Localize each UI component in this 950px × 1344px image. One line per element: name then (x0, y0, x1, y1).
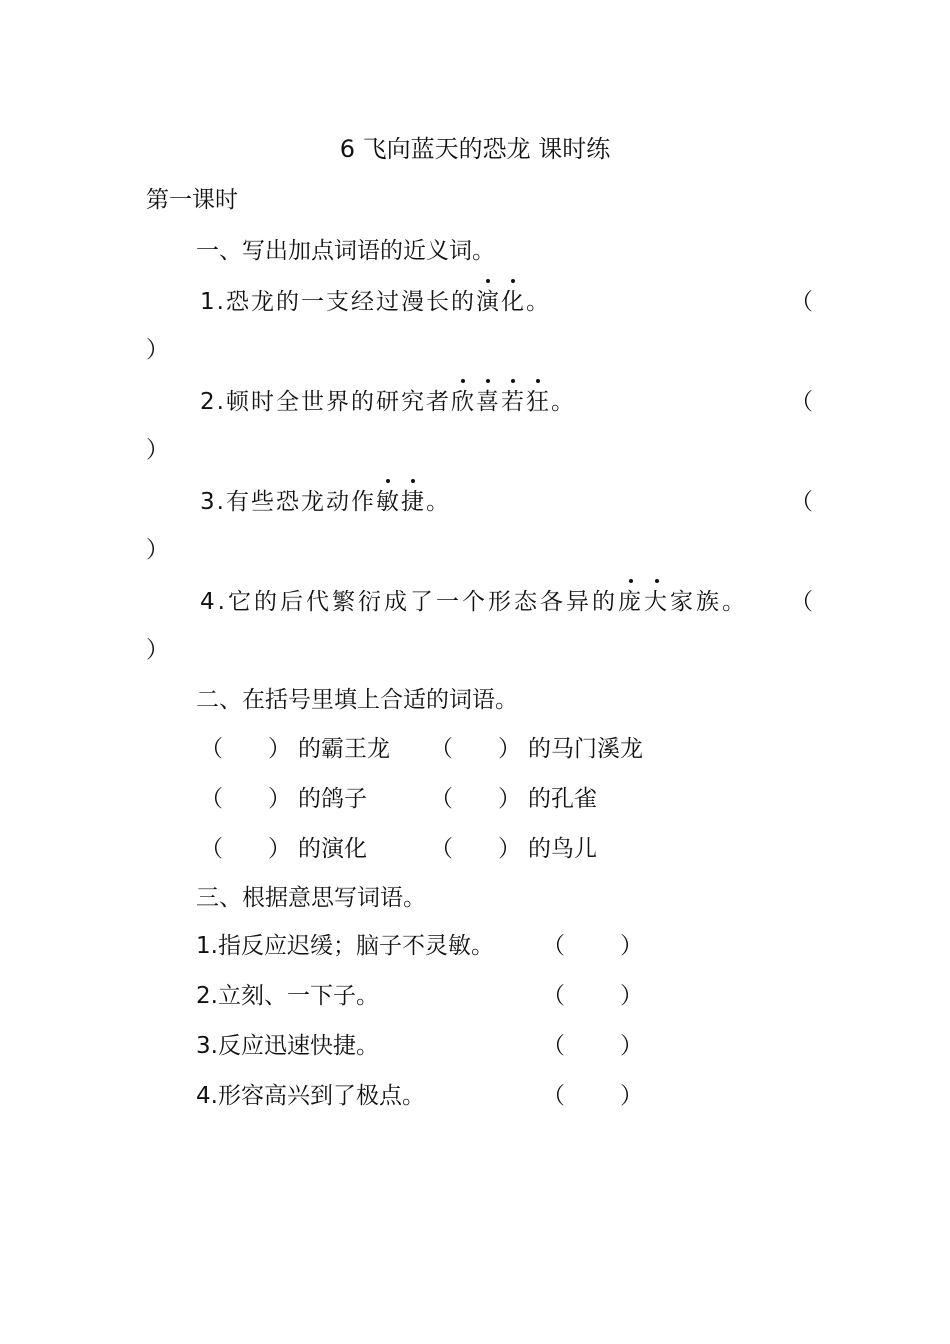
answer-close-paren: ） (620, 933, 643, 959)
answer-close-paren: ） (146, 337, 169, 363)
item-number: 3. (200, 489, 226, 515)
item-text: 3.反应迅速快捷。 (196, 1033, 379, 1059)
dotted-char: 狂 (525, 389, 551, 415)
answer-open-paren: （ (790, 389, 813, 415)
blank-open-paren: （ (200, 786, 223, 812)
phrase: 的马门溪龙 (528, 736, 643, 762)
dotted-char: 敏 (375, 489, 401, 515)
item-text: 顿时全世界的研究者 (225, 389, 451, 415)
item-text-end: 。 (525, 289, 551, 315)
section3-heading: 三、根据意思写词语。 (196, 885, 426, 911)
dotted-char: 欣 (450, 389, 476, 415)
answer-close-paren: ） (146, 637, 169, 663)
item-number: 2. (200, 389, 226, 415)
answer-open-paren: （ (542, 933, 565, 959)
phrase: 的鸽子 (298, 786, 367, 812)
answer-open-paren: （ (542, 983, 565, 1009)
item-text: 它的后代繁衍成了一个形态各异的 (227, 589, 618, 615)
blank-open-paren: （ (430, 736, 453, 762)
phrase: 的鸟儿 (528, 836, 597, 862)
dotted-char: 若 (500, 389, 526, 415)
answer-close-paren: ） (620, 1033, 643, 1059)
blank-open-paren: （ (200, 736, 223, 762)
dotted-char: 喜 (475, 389, 501, 415)
blank-open-paren: （ (430, 836, 453, 862)
blank-close-paren: ） (268, 836, 291, 862)
answer-open-paren: （ (790, 489, 813, 515)
item-text: 2.立刻、一下子。 (196, 983, 379, 1009)
page-title: 6 飞向蓝天的恐龙 课时练 (339, 135, 611, 163)
answer-close-paren: ） (620, 1083, 643, 1109)
answer-open-paren: （ (542, 1083, 565, 1109)
item-text: 恐龙的一支经过漫长的 (225, 289, 476, 315)
answer-close-paren: ） (146, 537, 169, 563)
item-text: 4.形容高兴到了极点。 (196, 1083, 425, 1109)
dotted-char: 演 (475, 289, 501, 315)
dotted-char: 捷 (400, 489, 426, 515)
item-text-end: 。 (425, 489, 451, 515)
item-text: 有些恐龙动作 (225, 489, 376, 515)
answer-close-paren: ） (620, 983, 643, 1009)
item-number: 4. (200, 589, 228, 615)
item-text-end: 家族。 (669, 589, 748, 615)
item-number: 1. (200, 289, 226, 315)
item-text-end: 。 (550, 389, 576, 415)
blank-close-paren: ） (498, 786, 521, 812)
phrase: 的演化 (298, 836, 367, 862)
blank-close-paren: ） (498, 736, 521, 762)
answer-open-paren: （ (790, 289, 813, 315)
answer-close-paren: ） (146, 437, 169, 463)
blank-close-paren: ） (268, 786, 291, 812)
dotted-char: 庞 (617, 589, 644, 615)
blank-close-paren: ） (498, 836, 521, 862)
answer-open-paren: （ (542, 1033, 565, 1059)
blank-close-paren: ） (268, 736, 291, 762)
phrase: 的霸王龙 (298, 736, 390, 762)
blank-open-paren: （ (200, 836, 223, 862)
lesson-label: 第一课时 (146, 187, 238, 213)
phrase: 的孔雀 (528, 786, 597, 812)
section1-heading: 一、写出加点词语的近义词。 (196, 238, 495, 264)
dotted-char: 大 (643, 589, 670, 615)
blank-open-paren: （ (430, 786, 453, 812)
item-text: 1.指反应迟缓；脑子不灵敏。 (196, 933, 494, 959)
answer-open-paren: （ (790, 589, 813, 615)
section2-heading: 二、在括号里填上合适的词语。 (196, 687, 518, 713)
dotted-char: 化 (500, 289, 526, 315)
